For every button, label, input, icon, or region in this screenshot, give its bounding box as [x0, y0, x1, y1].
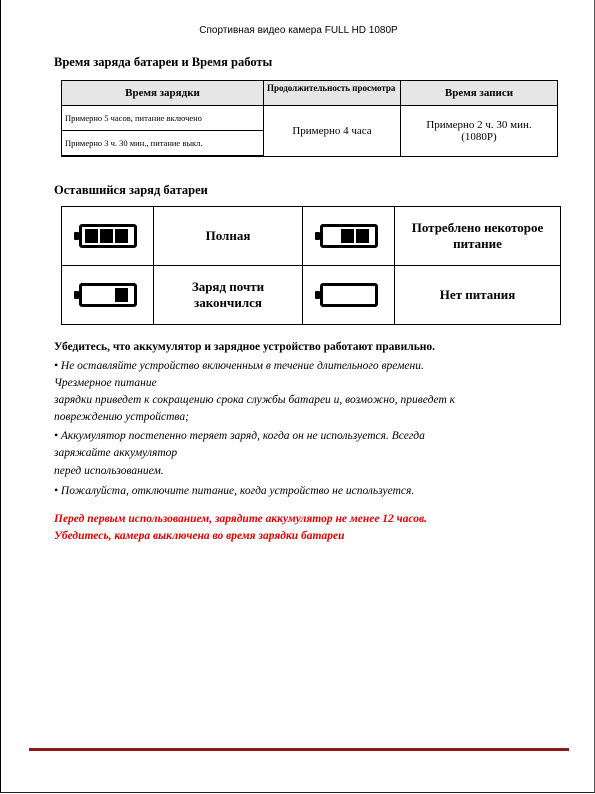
- battery-empty-icon: [303, 266, 395, 325]
- section-title-battery-care: Убедитесь, что аккумулятор и зарядное устройство работают правильно.: [54, 341, 436, 353]
- battery-two-thirds-icon: [303, 207, 395, 266]
- battery-state-partial-line2: питание: [453, 236, 502, 251]
- warning-line-1: Перед первым использованием, зарядите аккумулятор не менее 12 часов.: [54, 513, 428, 525]
- care-line-6: заряжайте аккумулятор: [54, 447, 178, 459]
- section-title-battery-level: Оставшийся заряд батареи: [54, 183, 208, 197]
- battery-state-full: Полная: [154, 207, 303, 266]
- battery-level-table: [61, 206, 561, 325]
- footer-rule: [29, 748, 569, 751]
- battery-state-low-line1: Заряд почти: [191, 279, 265, 294]
- battery-state-partial-line1: Потреблено некоторое: [411, 220, 544, 235]
- care-line-8: • Пожалуйста, отключите питание, когда устройство не используется.: [54, 485, 415, 497]
- battery-empty-shape: [320, 283, 378, 307]
- charge-time-table: [61, 80, 558, 157]
- battery-full-icon: [62, 207, 154, 266]
- page-header: Спортивная видео камера FULL HD 1080P: [199, 25, 398, 36]
- table-cell-charge-on: Примерно 5 часов, питание включено: [62, 106, 264, 131]
- warning-line-2: Убедитесь, камера выключена во время зарядки батареи: [54, 530, 345, 542]
- record-time-resolution: (1080P): [461, 130, 497, 143]
- battery-low-icon: [62, 266, 154, 325]
- care-line-2: Чрезмерное питание: [54, 377, 157, 389]
- battery-two-thirds-shape: [320, 224, 378, 248]
- battery-full-shape: [79, 224, 137, 248]
- battery-state-empty: Нет питания: [395, 266, 561, 325]
- battery-state-low: [154, 266, 303, 325]
- battery-state-partial: [395, 207, 561, 266]
- record-time-value: Примерно 2 ч. 30 мин.: [426, 118, 532, 131]
- battery-state-low-line2: закончился: [194, 295, 262, 310]
- column-header-view-duration: Продолжительность просмотра: [264, 81, 401, 106]
- care-line-1: • Не оставляйте устройство включенным в течение длительного времени.: [54, 360, 424, 372]
- table-cell-charge-off: Примерно 3 ч. 30 мин., питание выкл.: [62, 131, 264, 157]
- battery-low-shape: [79, 283, 137, 307]
- care-line-5: • Аккумулятор постепенно теряет заряд, когда он не используется. Всегда: [54, 430, 425, 442]
- table-cell-view-time: Примерно 4 часа: [264, 106, 401, 157]
- table-cell-record-time: [401, 106, 558, 157]
- section-title-charge-time: Время заряда батареи и Время работы: [54, 55, 273, 69]
- care-line-3: зарядки приведет к сокращению срока службы батареи и, возможно, приведет к: [54, 394, 456, 406]
- column-header-record-time: Время записи: [401, 81, 558, 106]
- care-line-7: перед использованием.: [54, 465, 164, 477]
- care-line-4: повреждению устройства;: [54, 411, 189, 423]
- column-header-charge-time: Время зарядки: [62, 81, 264, 106]
